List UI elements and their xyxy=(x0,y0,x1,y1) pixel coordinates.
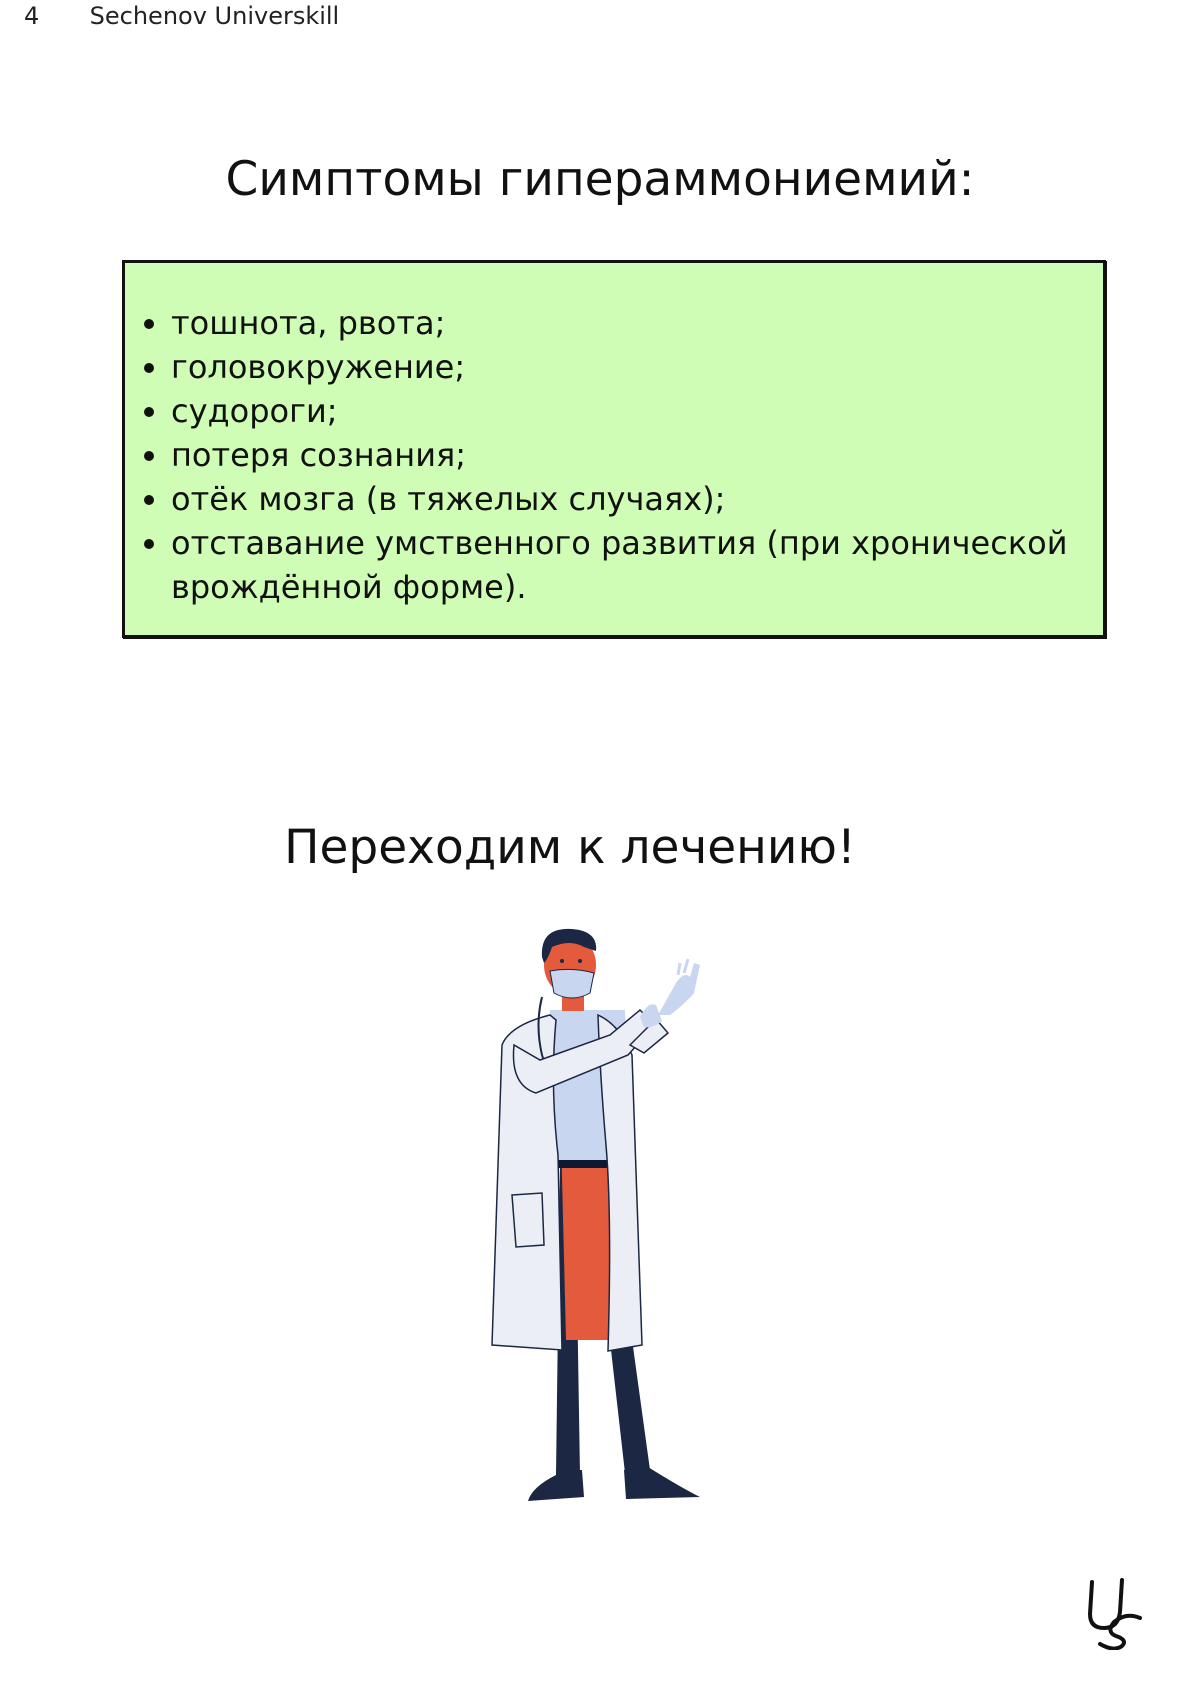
list-item: • отставание умственного развития (при хронической врождённой форме). xyxy=(171,521,1103,609)
symptoms-list xyxy=(125,301,1103,609)
page-number: 4 xyxy=(24,2,40,30)
list-item: • головокружение; xyxy=(171,345,1103,389)
symptoms-box xyxy=(122,260,1106,638)
page-title: Симптомы гипераммониемий: xyxy=(225,152,975,207)
list-item: • судороги; xyxy=(171,389,1103,433)
brand-name: Sechenov Universkill xyxy=(89,2,340,30)
list-item: • тошнота, рвота; xyxy=(171,301,1103,345)
list-item: • потеря сознания; xyxy=(171,433,1103,477)
section-subtitle: Переходим к лечению! xyxy=(284,820,856,875)
universkill-logo xyxy=(1082,1574,1146,1650)
doctor-illustration xyxy=(480,915,740,1535)
page-header xyxy=(24,2,339,30)
list-item: • отёк мозга (в тяжелых случаях); xyxy=(171,477,1103,521)
